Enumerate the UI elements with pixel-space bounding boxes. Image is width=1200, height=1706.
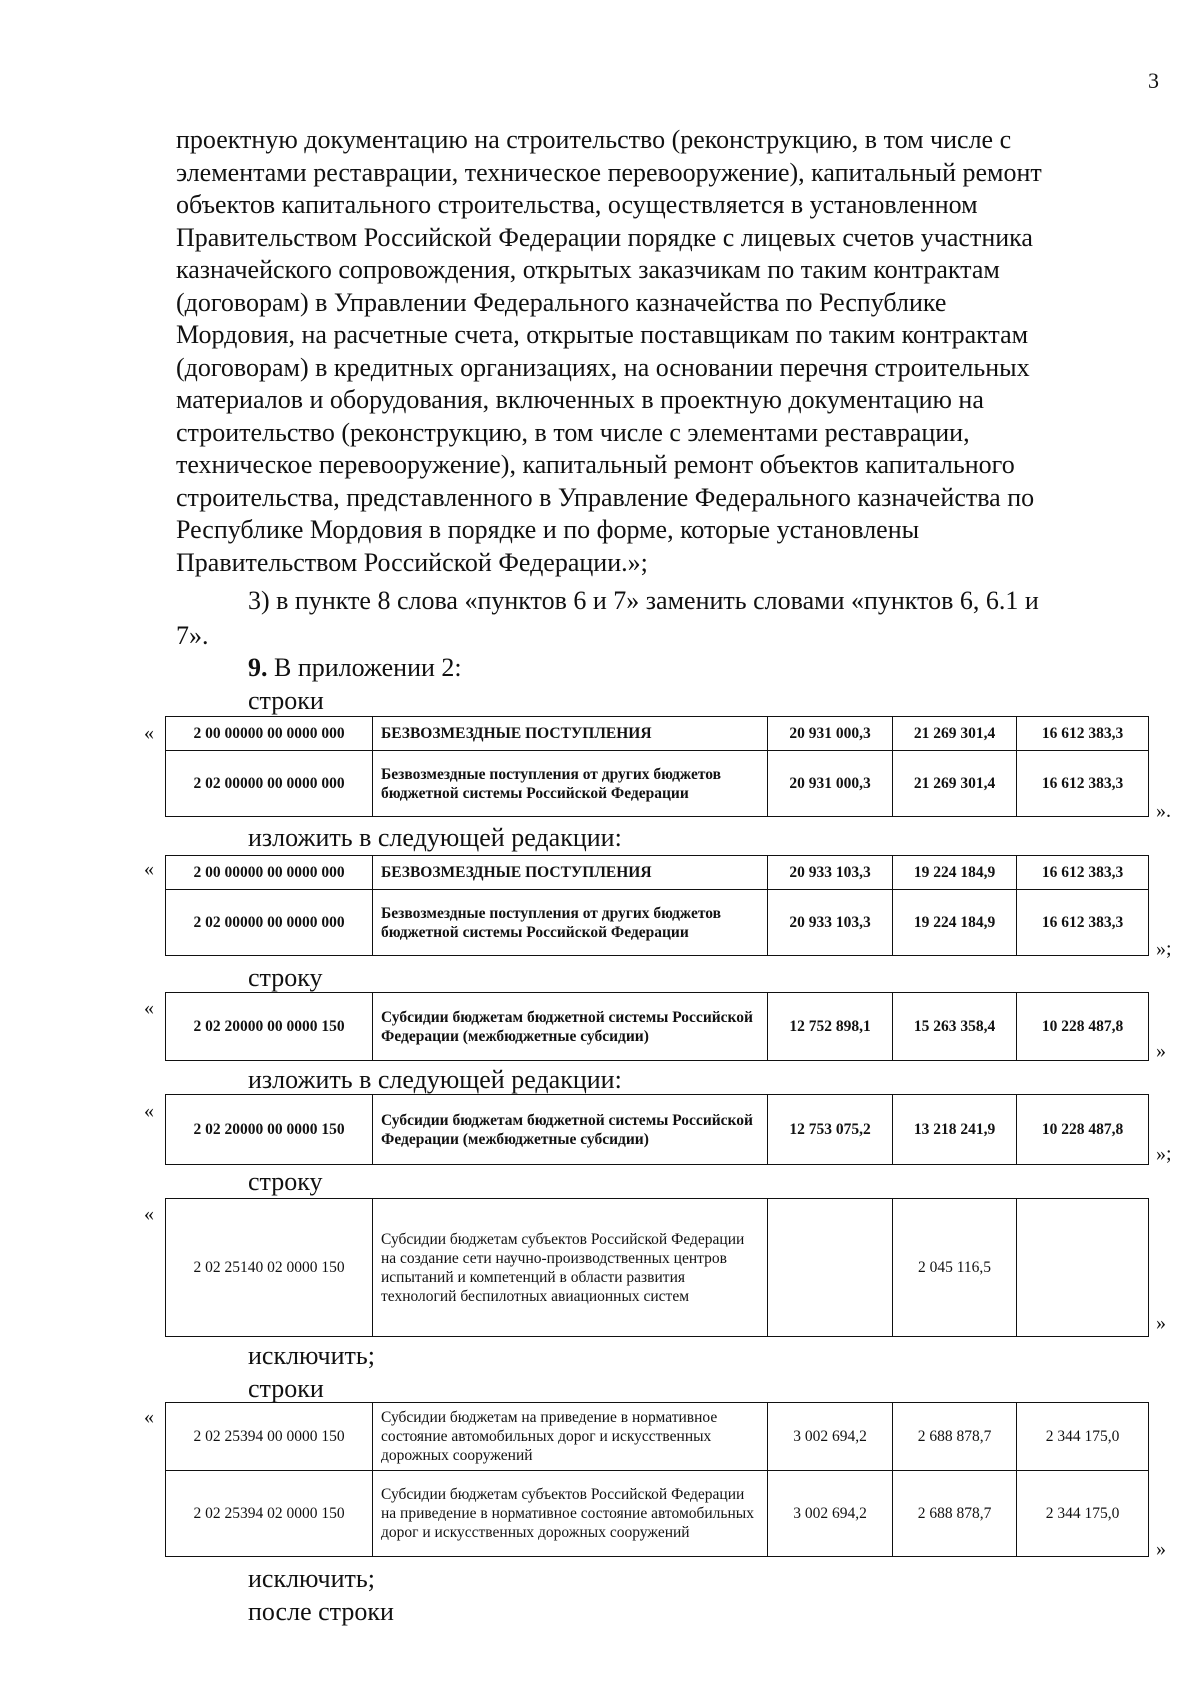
label-izlozhit: изложить в следующей редакции: bbox=[248, 1065, 622, 1094]
table-original-row bbox=[165, 992, 1149, 1061]
table-row bbox=[166, 856, 1149, 890]
value-cell: 19 224 184,9 bbox=[893, 856, 1017, 890]
paragraph-line: элементами реставрации, техническое перевооружение), капитальный ремонт bbox=[176, 157, 1042, 187]
table-new-rows bbox=[165, 855, 1149, 956]
paragraph-line: Республике Мордовия в порядке и по форме, которые установлены bbox=[176, 515, 920, 544]
item9-heading bbox=[248, 653, 462, 683]
value-cell: 10 228 487,8 bbox=[1017, 993, 1149, 1061]
value-cell: 2 344 175,0 bbox=[1017, 1471, 1149, 1557]
value-cell: 2 344 175,0 bbox=[1017, 1403, 1149, 1471]
paragraph-line: объектов капитального строительства, осуществляется в установленном bbox=[176, 190, 978, 219]
code-cell: 2 02 00000 00 0000 000 bbox=[166, 890, 373, 956]
label-stroki: строки bbox=[248, 1374, 324, 1403]
name-cell: Безвозмездные поступления от других бюджетов бюджетной системы Российской Федерации bbox=[373, 890, 768, 956]
quote-open: « bbox=[144, 1203, 154, 1225]
paragraph-continuation bbox=[176, 124, 1156, 579]
value-cell: 3 002 694,2 bbox=[768, 1403, 893, 1471]
table-row bbox=[166, 1199, 1149, 1337]
name-cell: Субсидии бюджетам бюджетной системы Российской Федерации (межбюджетные субсидии) bbox=[373, 1095, 768, 1165]
value-cell bbox=[1017, 1199, 1149, 1337]
quote-open: « bbox=[144, 1100, 154, 1122]
value-cell: 16 612 383,3 bbox=[1017, 751, 1149, 817]
paragraph-line: казначейского сопровождения, открытых заказчикам по таким контрактам bbox=[176, 255, 1000, 284]
value-cell: 16 612 383,3 bbox=[1017, 717, 1149, 751]
value-cell: 2 688 878,7 bbox=[893, 1403, 1017, 1471]
table-row bbox=[166, 993, 1149, 1061]
table-row bbox=[166, 1471, 1149, 1557]
name-cell: Безвозмездные поступления от других бюджетов бюджетной системы Российской Федерации bbox=[373, 751, 768, 817]
value-cell: 16 612 383,3 bbox=[1017, 856, 1149, 890]
value-cell: 21 269 301,4 bbox=[893, 751, 1017, 817]
value-cell: 16 612 383,3 bbox=[1017, 890, 1149, 956]
value-cell: 13 218 241,9 bbox=[893, 1095, 1017, 1165]
code-cell: 2 00 00000 00 0000 000 bbox=[166, 856, 373, 890]
value-cell: 20 931 000,3 bbox=[768, 717, 893, 751]
table-original-rows bbox=[165, 716, 1149, 817]
name-cell: Субсидии бюджетам бюджетной системы Российской Федерации (межбюджетные субсидии) bbox=[373, 993, 768, 1061]
name-cell: Субсидии бюджетам на приведение в нормативное состояние автомобильных дорог и искусственных дорожных сооружений bbox=[373, 1403, 768, 1471]
value-cell: 15 263 358,4 bbox=[893, 993, 1017, 1061]
table-row bbox=[166, 717, 1149, 751]
quote-close: »; bbox=[1156, 1143, 1172, 1165]
quote-open: « bbox=[144, 858, 154, 880]
label-stroku: строку bbox=[248, 1167, 323, 1196]
table-row bbox=[166, 751, 1149, 817]
quote-open: « bbox=[144, 1406, 154, 1428]
code-cell: 2 02 20000 00 0000 150 bbox=[166, 993, 373, 1061]
item9-text: В приложении 2: bbox=[267, 653, 462, 682]
code-cell: 2 02 25394 00 0000 150 bbox=[166, 1403, 373, 1471]
paragraph-line: техническое перевооружение), капитальный ремонт объектов капитального bbox=[176, 450, 1015, 479]
name-cell: БЕЗВОЗМЕЗДНЫЕ ПОСТУПЛЕНИЯ bbox=[373, 717, 768, 751]
value-cell: 20 933 103,3 bbox=[768, 890, 893, 956]
value-cell: 2 045 116,5 bbox=[893, 1199, 1017, 1337]
quote-open: « bbox=[144, 722, 154, 744]
table-excluded-row bbox=[165, 1198, 1149, 1337]
quote-close: ». bbox=[1156, 800, 1171, 822]
paragraph-line: проектную документацию на строительство (реконструкцию, в том числе с bbox=[176, 125, 1012, 154]
code-cell: 2 02 25394 02 0000 150 bbox=[166, 1471, 373, 1557]
paragraph-line: материалов и оборудования, включенных в проектную документацию на bbox=[176, 385, 984, 414]
value-cell: 12 752 898,1 bbox=[768, 993, 893, 1061]
value-cell: 2 688 878,7 bbox=[893, 1471, 1017, 1557]
paragraph-line: Правительством Российской Федерации порядке с лицевых счетов участника bbox=[176, 222, 1033, 252]
value-cell: 21 269 301,4 bbox=[893, 717, 1017, 751]
value-cell: 10 228 487,8 bbox=[1017, 1095, 1149, 1165]
name-cell: БЕЗВОЗМЕЗДНЫЕ ПОСТУПЛЕНИЯ bbox=[373, 856, 768, 890]
item9-number: 9. bbox=[248, 653, 268, 682]
value-cell: 12 753 075,2 bbox=[768, 1095, 893, 1165]
name-cell: Субсидии бюджетам субъектов Российской Федерации на создание сети научно-производственных центров испытаний и компетенций в области развития технологий беспилотных авиационных систем bbox=[373, 1199, 768, 1337]
code-cell: 2 02 20000 00 0000 150 bbox=[166, 1095, 373, 1165]
label-izlozhit: изложить в следующей редакции: bbox=[248, 823, 622, 852]
paragraph-line: Правительством Российской Федерации.»; bbox=[176, 547, 648, 577]
quote-close: »; bbox=[1156, 938, 1172, 960]
item3-line2: 7». bbox=[176, 621, 209, 650]
name-cell: Субсидии бюджетам субъектов Российской Федерации на приведение в нормативное состояние автомобильных дорог и искусственных дорожных сооружений bbox=[373, 1471, 768, 1557]
paragraph-line: (договорам) в Управлении Федерального казначейства по Республике bbox=[176, 287, 947, 317]
value-cell: 20 933 103,3 bbox=[768, 856, 893, 890]
label-isklyuchit: исключить; bbox=[248, 1341, 375, 1370]
label-posle-stroki: после строки bbox=[248, 1597, 394, 1626]
label-isklyuchit: исключить; bbox=[248, 1564, 375, 1593]
quote-close: » bbox=[1156, 1312, 1166, 1334]
quote-open: « bbox=[144, 997, 154, 1019]
table-new-row bbox=[165, 1094, 1149, 1165]
value-cell bbox=[768, 1199, 893, 1337]
value-cell: 19 224 184,9 bbox=[893, 890, 1017, 956]
code-cell: 2 02 25140 02 0000 150 bbox=[166, 1199, 373, 1337]
code-cell: 2 00 00000 00 0000 000 bbox=[166, 717, 373, 751]
table-row bbox=[166, 1403, 1149, 1471]
paragraph-line: строительство (реконструкцию, в том числе с элементами реставрации, bbox=[176, 417, 970, 447]
table-row bbox=[166, 890, 1149, 956]
table-excluded-rows bbox=[165, 1402, 1149, 1557]
quote-close: » bbox=[1156, 1040, 1166, 1062]
paragraph-line: Мордовия, на расчетные счета, открытые поставщикам по таким контрактам bbox=[176, 320, 1029, 349]
quote-close: » bbox=[1156, 1538, 1166, 1560]
page-number: 3 bbox=[1148, 68, 1159, 93]
item3-line1: 3) в пункте 8 слова «пунктов 6 и 7» заменить словами «пунктов 6, 6.1 и bbox=[248, 586, 1039, 615]
value-cell: 3 002 694,2 bbox=[768, 1471, 893, 1557]
code-cell: 2 02 00000 00 0000 000 bbox=[166, 751, 373, 817]
value-cell: 20 931 000,3 bbox=[768, 751, 893, 817]
label-stroki: строки bbox=[248, 686, 324, 715]
paragraph-line: (договорам) в кредитных организациях, на основании перечня строительных bbox=[176, 352, 1030, 382]
table-row bbox=[166, 1095, 1149, 1165]
label-stroku: строку bbox=[248, 963, 323, 992]
paragraph-line: строительства, представленного в Управление Федерального казначейства по bbox=[176, 482, 1035, 512]
